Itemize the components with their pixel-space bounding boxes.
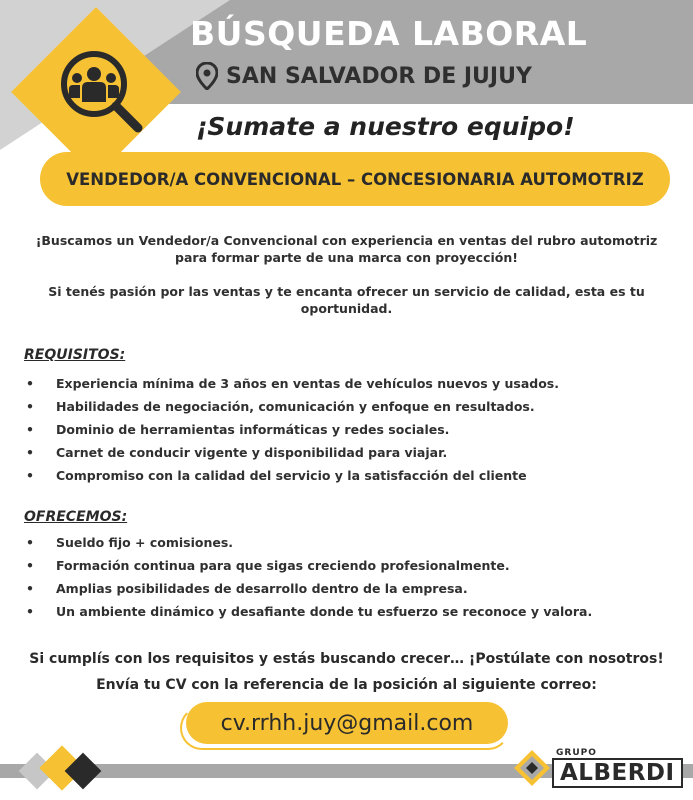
email-link[interactable]: cv.rrhh.juy@gmail.com — [186, 702, 508, 744]
intro-paragraph-1 — [20, 232, 673, 266]
closing-text — [10, 648, 683, 696]
intro-line: oportunidad. — [300, 301, 393, 316]
list-item: • Sueldo fijo + comisiones. — [24, 535, 592, 558]
requisitos-heading: REQUISITOS: — [24, 347, 126, 363]
closing-line-1: Si cumplís con los requisitos y estás buscando crecer… ¡Postúlate con nosotros! — [29, 651, 664, 667]
intro-text — [20, 232, 673, 317]
intro-paragraph-2 — [20, 283, 673, 317]
intro-line: Si tenés pasión por las ventas y te encanta ofrecer un servicio de calidad, esta es tu — [48, 284, 645, 299]
tagline: ¡Sumate a nuestro equipo! — [196, 112, 575, 141]
location — [196, 62, 532, 90]
logo-big-text: ALBERDI — [552, 758, 683, 788]
list-item: • Un ambiente dinámico y desafiante donde tu esfuerzo se reconoce y valora. — [24, 604, 592, 627]
list-item: • Compromiso con la calidad del servicio y la satisfacción del cliente — [24, 468, 559, 491]
list-item: • Habilidades de negociación, comunicación y enfoque en resultados. — [24, 399, 559, 422]
list-item: • Carnet de conducir vigente y disponibilidad para viajar. — [24, 445, 559, 468]
logo-small-text: GRUPO — [556, 748, 597, 758]
logo-diamond-icon — [512, 748, 552, 788]
location-pin-icon — [196, 62, 218, 90]
list-item: • Dominio de herramientas informáticas y redes sociales. — [24, 422, 559, 445]
list-item: • Amplias posibilidades de desarrollo dentro de la empresa. — [24, 581, 592, 604]
intro-line: ¡Buscamos un Vendedor/a Convencional con experiencia en ventas del rubro automotriz — [35, 233, 658, 248]
email-container — [186, 702, 510, 748]
ofrecemos-list — [24, 535, 592, 627]
location-text: SAN SALVADOR DE JUJUY — [226, 63, 532, 89]
ofrecemos-heading: OFRECEMOS: — [24, 509, 128, 525]
position-title: VENDEDOR/A CONVENCIONAL – CONCESIONARIA AUTOMOTRIZ — [66, 169, 644, 189]
list-item: • Formación continua para que sigas creciendo profesionalmente. — [24, 558, 592, 581]
company-logo — [512, 742, 675, 792]
closing-line-2: Envía tu CV con la referencia de la posición al siguiente correo: — [96, 677, 597, 693]
position-banner — [40, 152, 670, 206]
list-item: • Experiencia mínima de 3 años en ventas de vehículos nuevos y usados. — [24, 376, 559, 399]
recruitment-magnifier-icon — [50, 40, 150, 140]
page-title: BÚSQUEDA LABORAL — [190, 14, 588, 53]
intro-line: para formar parte de una marca con proyección! — [175, 250, 518, 265]
requisitos-list — [24, 376, 559, 491]
